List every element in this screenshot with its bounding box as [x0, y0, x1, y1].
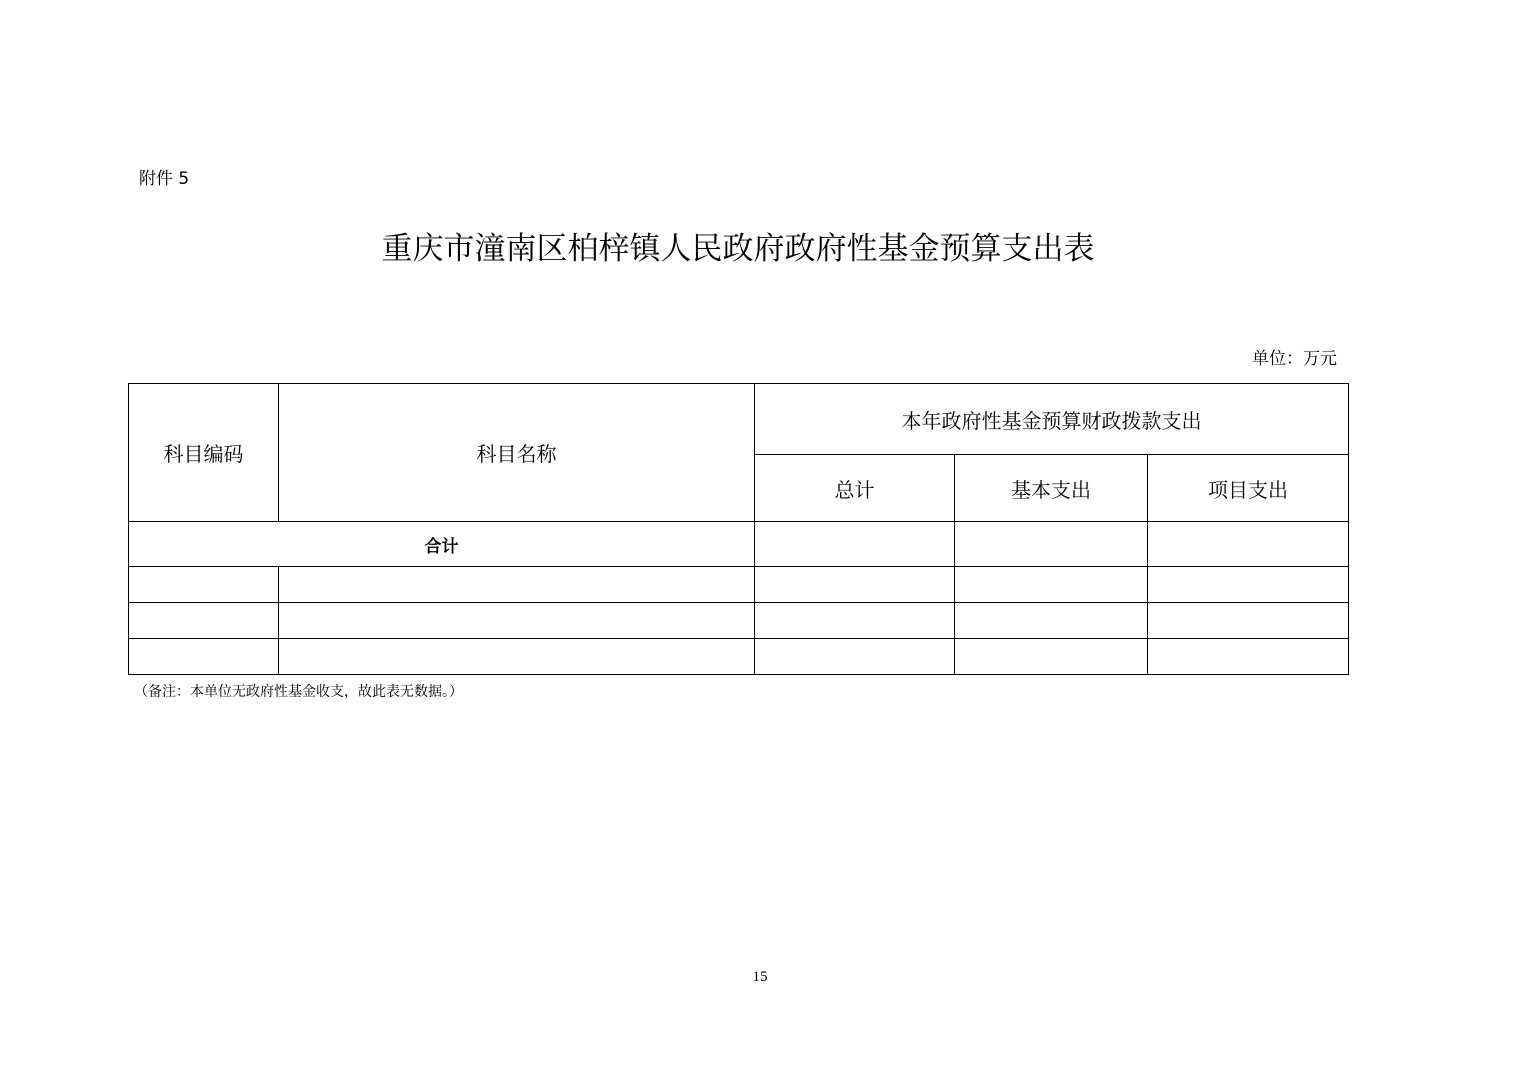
row-code: [129, 603, 279, 639]
row-basic: [955, 639, 1148, 675]
total-label: 合计: [129, 522, 755, 567]
unit-label: 单位：万元: [1252, 349, 1337, 369]
row-code: [129, 639, 279, 675]
header-basic: 基本支出: [955, 455, 1148, 522]
footnote: （备注：本单位无政府性基金收支，故此表无数据。）: [134, 684, 463, 700]
total-cell-project: [1148, 522, 1349, 567]
row-basic: [955, 603, 1148, 639]
header-group: 本年政府性基金预算财政拨款支出: [755, 384, 1349, 455]
table-row: [129, 639, 1349, 675]
budget-table: [128, 383, 1349, 675]
row-total: [755, 639, 955, 675]
header-code: 科目编码: [129, 384, 279, 522]
attachment-label: 附件 5: [139, 169, 190, 189]
row-name: [279, 603, 755, 639]
row-project: [1148, 639, 1349, 675]
page-number: 15: [752, 969, 768, 985]
row-name: [279, 567, 755, 603]
table-row: [129, 567, 1349, 603]
row-total: [755, 567, 955, 603]
row-total: [755, 603, 955, 639]
header-total: 总计: [755, 455, 955, 522]
header-row-1: [129, 384, 1349, 455]
row-basic: [955, 567, 1148, 603]
table-row: [129, 603, 1349, 639]
row-project: [1148, 567, 1349, 603]
row-code: [129, 567, 279, 603]
header-name: 科目名称: [279, 384, 755, 522]
header-project: 项目支出: [1148, 455, 1349, 522]
row-project: [1148, 603, 1349, 639]
total-cell-total: [755, 522, 955, 567]
total-row: [129, 522, 1349, 567]
page-title: 重庆市潼南区柏梓镇人民政府政府性基金预算支出表: [381, 231, 1095, 267]
total-cell-basic: [955, 522, 1148, 567]
row-name: [279, 639, 755, 675]
